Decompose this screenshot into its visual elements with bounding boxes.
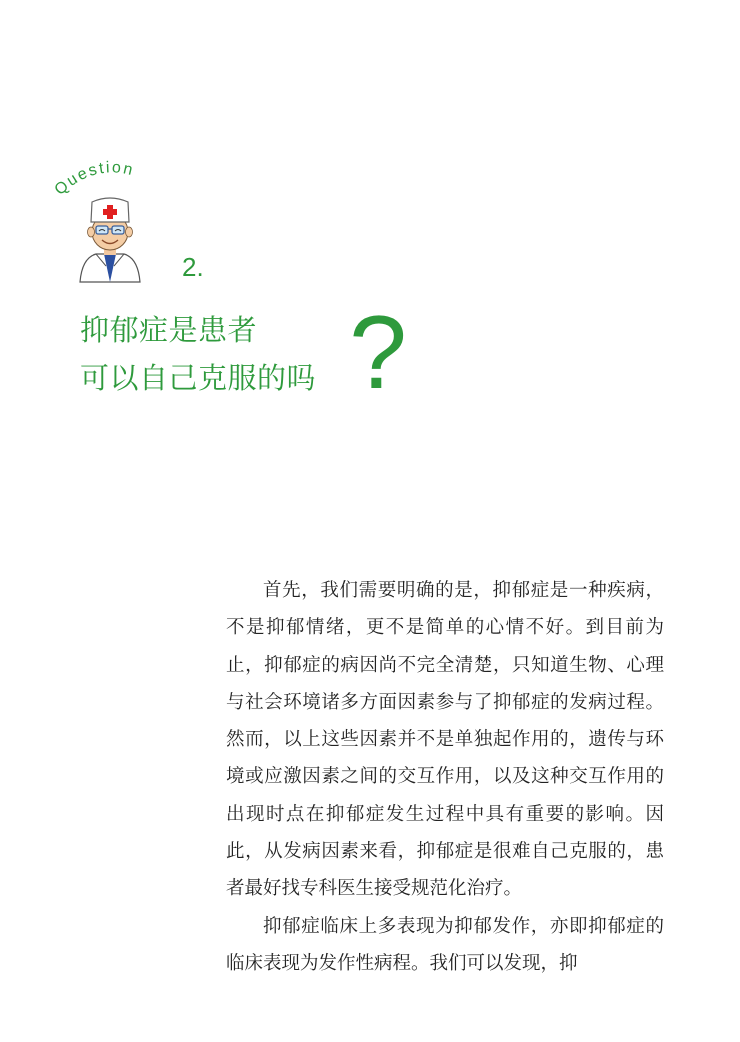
question-mark-glyph: ? xyxy=(349,300,407,396)
title-line-2: 可以自己克服的吗 xyxy=(80,361,317,395)
paragraph-1: 首先，我们需要明确的是，抑郁症是一种疾病，不是抑郁情绪，更不是简单的心情不好。到目前为止，抑郁症的病因尚不完全清楚，只知道生物、心理与社会环境诸多方面因素参与了抑郁症的发病过程。然而，以上这些因素并不是单独起作用的，遗传与环境或应激因素之间的交互作用，以及这种交互作用的出现时点在抑郁症发生过程中具有重要的影响。因此，从发病因素来看，抑郁症是很难自己克服的，患者最好找专科医生接受规范化治疗。 xyxy=(226,580,664,900)
body-text xyxy=(226,572,664,982)
question-mark-icon xyxy=(340,300,416,396)
paragraph-2: 抑郁症临床上多表现为抑郁发作，亦即抑郁症的临床表现为发作性病程。我们可以发现，抑 xyxy=(226,915,664,974)
question-number: 2. xyxy=(182,252,204,282)
question-title xyxy=(80,306,316,402)
question-word: Question xyxy=(51,159,137,199)
doctor-icon xyxy=(74,192,146,284)
title-line-1: 抑郁症是患者 xyxy=(80,313,258,347)
